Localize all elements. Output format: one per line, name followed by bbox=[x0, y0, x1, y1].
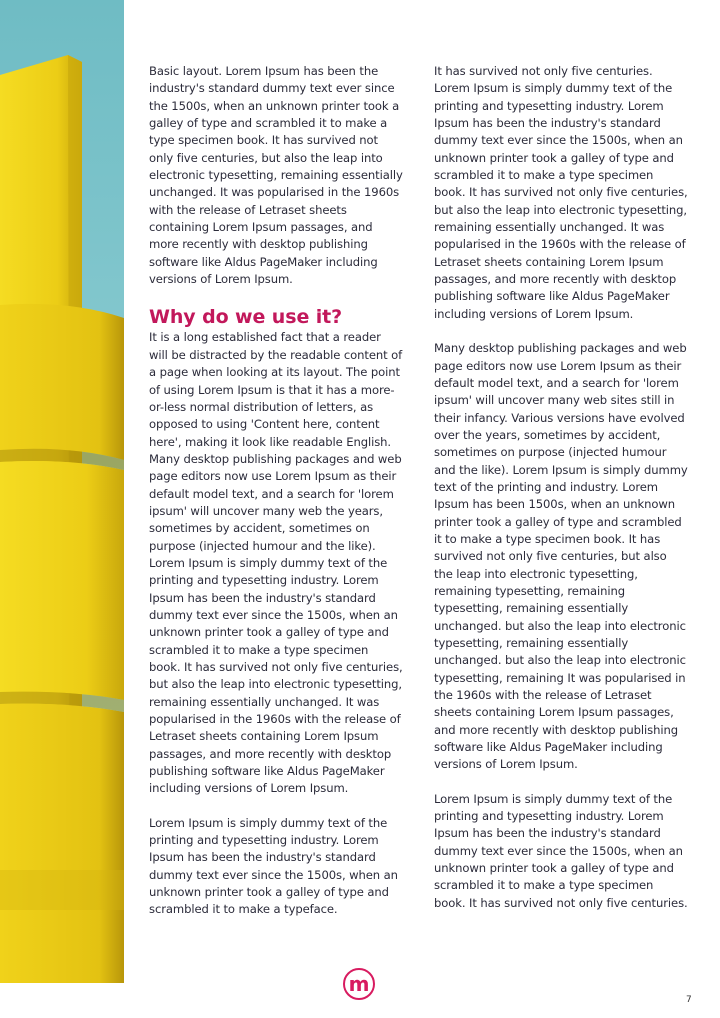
body-paragraph: Many desktop publishing packages and web page editors now use Lorem Ipsum as their default model text, and a search for 'lorem ipsum' will uncover many web sites still in their infancy. Various versions have evolved over the years, sometimes by accident, sometimes on purpose (injected humour and the like). Lorem Ipsum is simply dummy text of the printing and industry. Lorem Ipsum has been 1500s, when an unknown printer took a galley of type and scrambled it to make a type specimen book. It has survived not only five centuries, but also the leap into electronic typesetting, remaining typesetting, remaining typesetting, remaining essentially unchanged. but also the leap into electronic typesetting, remaining essentially unchanged. but also the leap into electronic typesetting, remaining It was popularised in the 1960s with the release of Letraset sheets containing Lorem Ipsum passages, and more recently with desktop publishing software like Aldus PageMaker including versions of Lorem Ipsum. bbox=[434, 341, 688, 772]
body-paragraph: It is a long established fact that a reader will be distracted by the readable content of a page when looking at its layout. The point of using Lorem Ipsum is that it has a more-or-less normal distribution of letters, as opposed to using 'Content here, content here', making it look like readable English. Many desktop publishing packages and web page editors now use Lorem Ipsum as their default model text, and a search for 'lorem ipsum' will uncover many web the years, sometimes by accident, sometimes on purpose (injected humour and the like). Lorem Ipsum is simply dummy text of the printing and typesetting industry. Lorem Ipsum has been the industry's standard dummy text ever since the 1500s, when an unknown printer took a galley of type and scrambled it to make a type specimen book. It has survived not only five centuries, but also the leap into electronic typesetting, remaining essentially unchanged. It was popularised in the 1960s with the release of Letraset sheets containing Lorem Ipsum passages, and more recently with desktop publishing software like Aldus PageMaker including versions of Lorem Ipsum. bbox=[149, 330, 403, 796]
page-number: 7 bbox=[686, 995, 692, 1005]
yellow-building-photo bbox=[0, 0, 124, 983]
body-paragraph: Lorem Ipsum is simply dummy text of the printing and typesetting industry. Lorem Ipsum has been the industry's standard dummy text ever since the 1500s, when an unknown printer took a galley of type and scrambled it to make a type specimen book. It has survived not only five centuries. bbox=[434, 791, 688, 910]
body-paragraph: Lorem Ipsum is simply dummy text of the printing and typesetting industry. Lorem Ipsum has been the industry's standard dummy text ever since the 1500s, when an unknown printer took a galley of type and scrambled it to make a typeface. bbox=[149, 815, 398, 917]
left-column bbox=[149, 63, 403, 936]
logo-letter: m bbox=[348, 972, 370, 996]
body-paragraph: It has survived not only five centuries. Lorem Ipsum is simply dummy text of the printing and typesetting industry. Lorem Ipsum has been the industry's standard dummy text ever since the 1500s, when an unknown printer took a galley of type and scrambled it to make a type specimen book. It has survived not only five centuries, but also the leap into electronic typesetting, remaining essentially unchanged. It was popularised in the 1960s with the release of Letraset sheets containing Lorem Ipsum passages, and more recently with desktop publishing software like Aldus PageMaker including versions of Lorem Ipsum. bbox=[434, 64, 688, 321]
m-circle-icon bbox=[343, 968, 375, 1000]
section-heading: Why do we use it? bbox=[149, 306, 343, 329]
body-paragraph: Basic layout. Lorem Ipsum has been the industry's standard dummy text ever since the 1500s, when an unknown printer took a galley of type and scrambled it to make a type specimen book. It has survived not only five centuries, but also the leap into electronic typesetting, remaining essentially unchanged. It was popularised in the 1960s with the release of Letraset sheets containing Lorem Ipsum passages, and more recently with desktop publishing software like Aldus PageMaker including versions of Lorem Ipsum. bbox=[149, 64, 403, 287]
right-column bbox=[434, 63, 688, 929]
